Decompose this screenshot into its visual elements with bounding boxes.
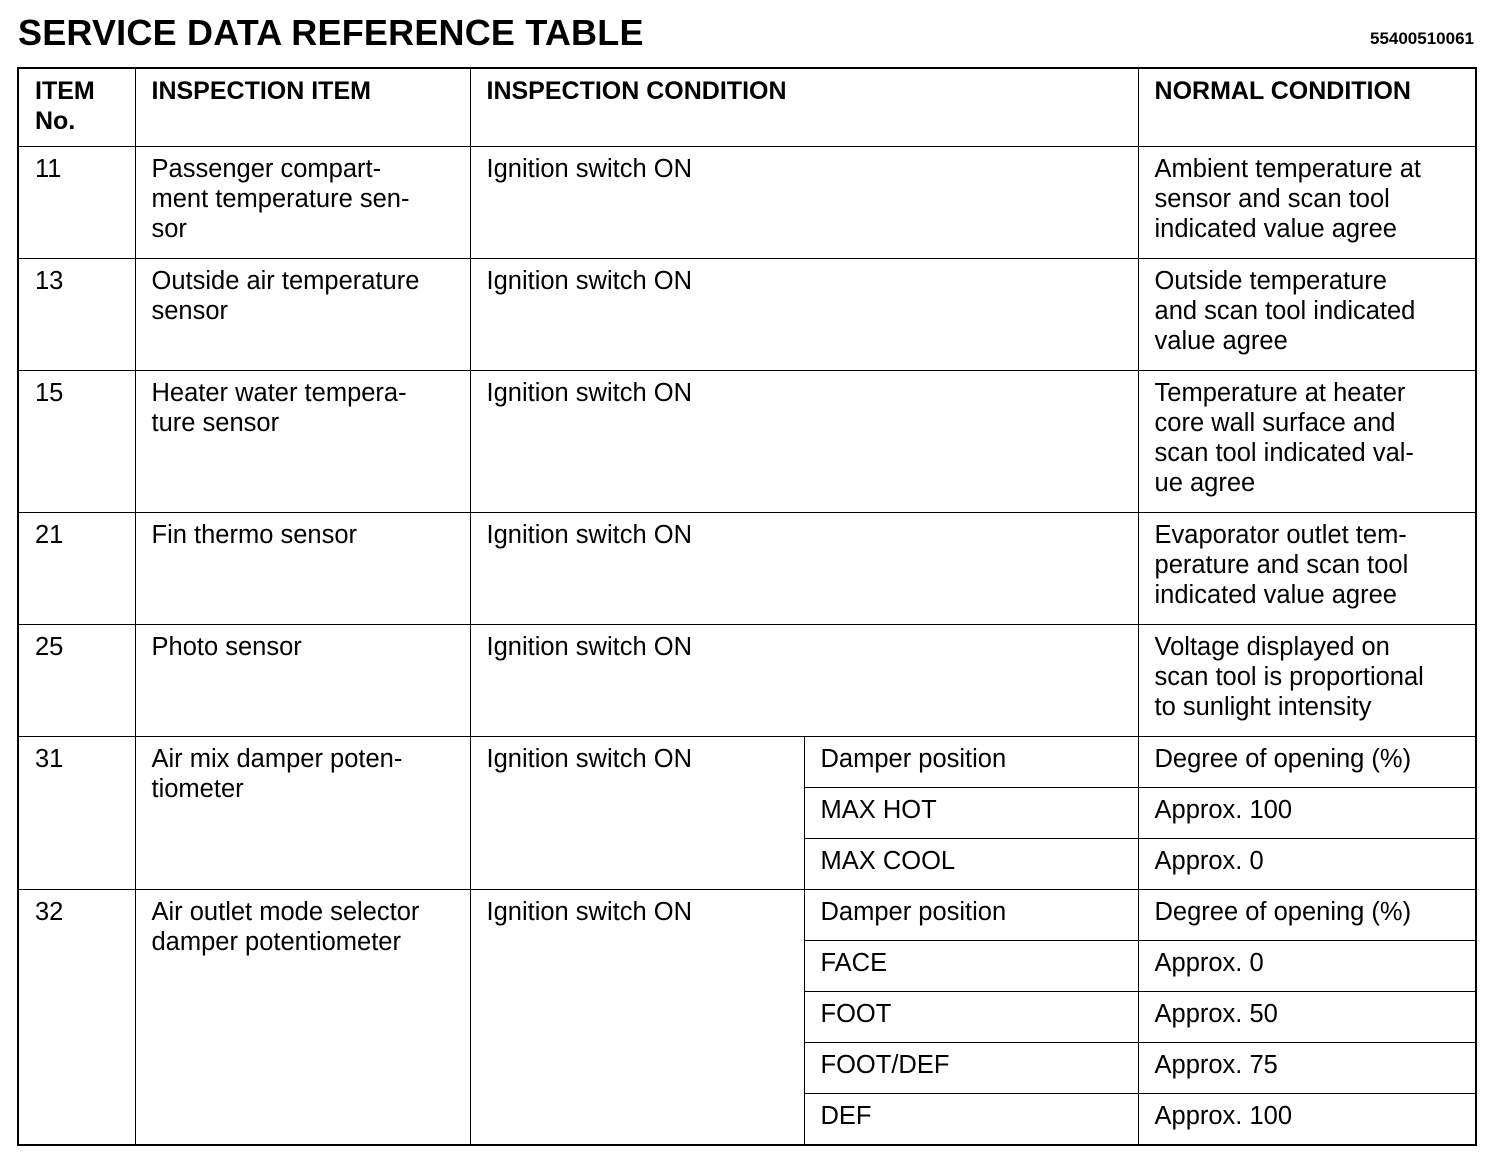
inspection-condition-cell: Ignition switch ON [470,890,804,1146]
opening-degree-cell: Approx. 50 [1138,992,1476,1043]
item-no-cell: 31 [18,737,135,890]
item-no-cell: 11 [18,147,135,259]
inspection-item-cell: Fin thermo sensor [135,513,470,625]
header-item-no: ITEM No. [18,68,135,147]
damper-position-cell: Damper position [804,890,1138,941]
inspection-condition-cell: Ignition switch ON [470,737,804,890]
table-row [18,625,1476,737]
inspection-item-cell: Air outlet mode selector damper potentiometer [135,890,470,1146]
inspection-item-cell: Passenger compart- ment temperature sen- sor [135,147,470,259]
inspection-condition-cell: Ignition switch ON [470,147,1138,259]
header-normal-condition: NORMAL CONDITION [1138,68,1476,147]
normal-condition-cell: Voltage displayed on scan tool is proportional to sunlight intensity [1138,625,1476,737]
header-inspection-item: INSPECTION ITEM [135,68,470,147]
opening-degree-cell: Approx. 0 [1138,839,1476,890]
normal-condition-cell: Temperature at heater core wall surface and scan tool indicated val- ue agree [1138,371,1476,513]
header-inspection-condition: INSPECTION CONDITION [470,68,1138,147]
page-title: SERVICE DATA REFERENCE TABLE [18,12,644,53]
inspection-condition-cell: Ignition switch ON [470,371,1138,513]
damper-position-cell: FACE [804,941,1138,992]
inspection-condition-cell: Ignition switch ON [470,625,1138,737]
normal-condition-cell: Evaporator outlet tem- perature and scan tool indicated value agree [1138,513,1476,625]
inspection-item-cell: Outside air temperature sensor [135,259,470,371]
table-header-row [18,68,1476,147]
document-number: 55400510061 [1369,29,1474,48]
opening-degree-cell: Approx. 0 [1138,941,1476,992]
inspection-condition-cell: Ignition switch ON [470,259,1138,371]
table-row [18,259,1476,371]
damper-position-cell: FOOT/DEF [804,1043,1138,1094]
damper-position-cell: Damper position [804,737,1138,788]
opening-degree-cell: Approx. 100 [1138,1094,1476,1146]
table-row [18,737,1476,788]
damper-position-cell: DEF [804,1094,1138,1146]
table-row [18,147,1476,259]
item-no-cell: 32 [18,890,135,1146]
table-row [18,513,1476,625]
item-no-cell: 15 [18,371,135,513]
table-row [18,371,1476,513]
opening-degree-cell: Degree of opening (%) [1138,737,1476,788]
normal-condition-cell: Outside temperature and scan tool indicated value agree [1138,259,1476,371]
normal-condition-cell: Ambient temperature at sensor and scan tool indicated value agree [1138,147,1476,259]
inspection-item-cell: Air mix damper poten- tiometer [135,737,470,890]
item-no-cell: 13 [18,259,135,371]
item-no-cell: 25 [18,625,135,737]
opening-degree-cell: Approx. 100 [1138,788,1476,839]
item-no-cell: 21 [18,513,135,625]
damper-position-cell: MAX COOL [804,839,1138,890]
table-row [18,890,1476,941]
opening-degree-cell: Degree of opening (%) [1138,890,1476,941]
inspection-item-cell: Heater water tempera- ture sensor [135,371,470,513]
inspection-condition-cell: Ignition switch ON [470,513,1138,625]
opening-degree-cell: Approx. 75 [1138,1043,1476,1094]
damper-position-cell: MAX HOT [804,788,1138,839]
service-data-table [17,67,1477,1146]
damper-position-cell: FOOT [804,992,1138,1043]
inspection-item-cell: Photo sensor [135,625,470,737]
